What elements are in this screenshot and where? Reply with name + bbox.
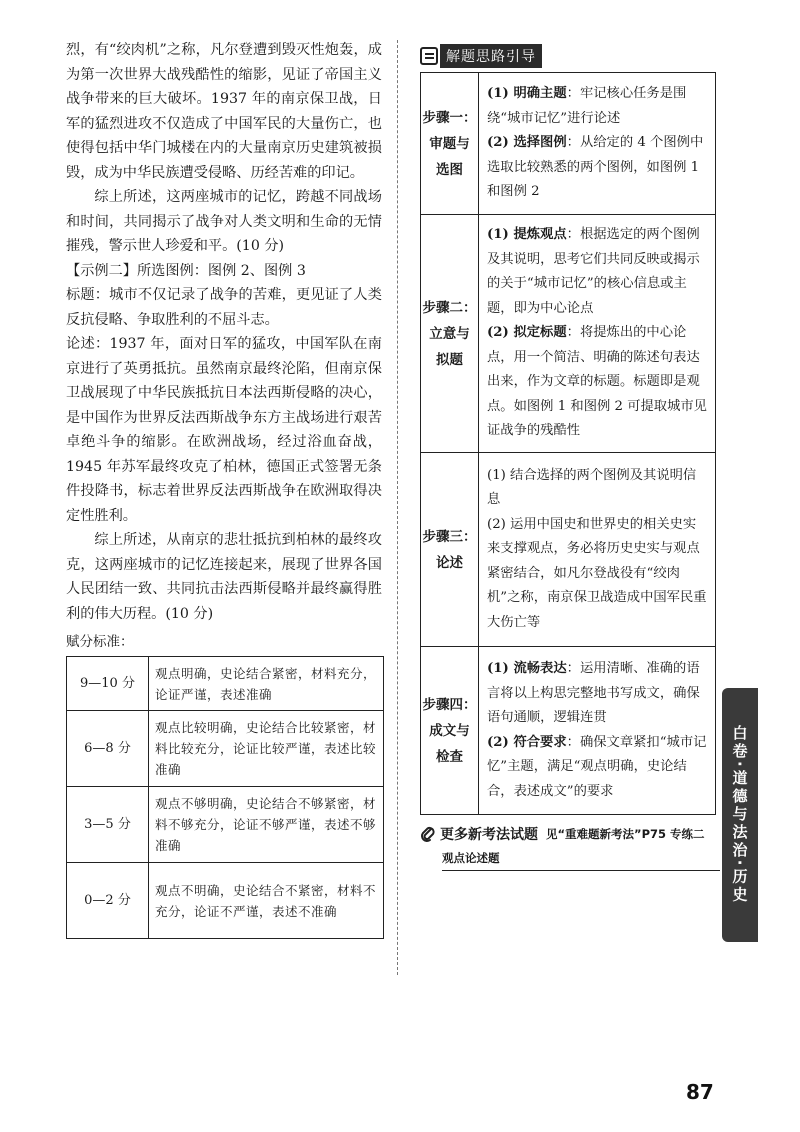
table-row [67, 657, 384, 711]
step-label-line: 拟题 [436, 351, 463, 368]
page-number: 87 [686, 1080, 714, 1104]
step-item-keyword: (2) 符合要求 [487, 734, 567, 750]
step-label [421, 73, 479, 215]
example-two-conclusion: 综上所述，从南京的悲壮抵抗到柏林的最终攻克，这两座城市的记忆连接起来，展现了世界各国人民团结一致、共同抗击法西斯侵略并最终赢得胜利的伟大历程。(10 分) [66, 532, 382, 622]
more-questions-line [420, 824, 720, 844]
step-item-text: ：运用清晰、准确的语言将以上构思完整地书写成文，确保语句通顺，逻辑连贯 [487, 661, 700, 725]
scoring-table [66, 656, 384, 939]
step-item-keyword: (2) 选择图例 [487, 135, 567, 151]
score-range: 0—2 分 [67, 863, 149, 939]
step-item: (1) 结合选择的两个图例及其说明信息 [487, 467, 697, 508]
step-item-text: ：从给定的 4 个图例中选取比较熟悉的两个图例，如图例 1 和图例 2 [487, 135, 704, 200]
side-tab-label: 白卷·道德与法治·历史 [730, 725, 749, 905]
score-description: 观点明确，史论结合紧密，材料充分，论证严谨，表述准确 [149, 657, 384, 711]
table-row [421, 647, 716, 815]
guide-header [420, 44, 542, 68]
score-range: 6—8 分 [67, 711, 149, 787]
solution-steps-table [420, 72, 716, 815]
step-item [487, 131, 709, 205]
side-tab [722, 688, 758, 942]
step-label-line: 步骤三： [422, 528, 477, 545]
table-row [67, 863, 384, 939]
table-row [421, 215, 716, 453]
step-label-line: 立意与 [429, 325, 470, 342]
table-row [421, 453, 716, 647]
example-two-heading: 【示例二】所选图例：图例 2、图例 3 [66, 262, 306, 279]
step-item: (2) 运用中国史和世界史的相关史实来支撑观点，务必将历史史实与观点紧密结合，如凡尔登战役有“绞肉机”之称，南京保卫战造成中国军民重大伤亡等 [487, 516, 707, 630]
guide-title: 解题思路引导 [440, 44, 542, 68]
more-questions-reference: 见“重难题新考法”P75 专练二 [546, 827, 705, 841]
step-item-keyword: (1) 提炼观点 [487, 227, 567, 243]
step-label [421, 453, 479, 647]
table-row [421, 73, 716, 215]
left-column [66, 38, 382, 939]
example-two-argument: 论述：1937 年，面对日军的猛攻，中国军队在南京进行了英勇抵抗。虽然南京最终沦陷，但南京保卫战展现了中华民族抵抗日本法西斯侵略的决心，是中国作为世界反法西斯战争东方主战场进行艰苦卓绝斗争的缩影。在欧洲战场，经过浴血奋战，1945 年苏军最终攻克了柏林，德国正式签署无条件投降书，标志着世界反法西斯战争在欧洲取得决定性胜利。 [66, 336, 382, 524]
step-item [487, 731, 709, 805]
step-item-keyword: (1) 流畅表达 [487, 661, 567, 676]
step-label-line: 步骤四： [422, 696, 477, 713]
step-label-line: 检查 [436, 748, 463, 765]
step-content [479, 73, 716, 215]
step-item [487, 82, 709, 131]
step-label-line: 论述 [436, 554, 463, 571]
more-questions-title: 更多新考法试题 [440, 827, 538, 843]
step-content [479, 215, 716, 453]
paragraph-summary-1: 综上所述，这两座城市的记忆，跨越不同战场和时间，共同揭示了战争对人类文明和生命的无情摧残，警示世人珍爱和平。(10 分) [66, 189, 382, 254]
score-description: 观点不明确，史论结合不紧密，材料不充分，论证不严谨，表述不准确 [149, 863, 384, 939]
table-row [67, 787, 384, 863]
step-content [479, 647, 716, 815]
step-item-text: ：根据选定的两个图例及其说明，思考它们共同反映或揭示的关于“城市记忆”的核心信息或主题，即为中心论点 [487, 227, 700, 316]
step-content [479, 453, 716, 647]
step-item-text: ：将提炼出的中心论点，用一个简洁、明确的陈述句表达出来，作为文章的标题。标题即是观点。如图例 1 和图例 2 可提取城市见证战争的残酷性 [487, 325, 707, 439]
paragraph-verdun-nanjing: 烈，有“绞肉机”之称，凡尔登遭到毁灭性炮轰，成为第一次世界大战残酷性的缩影，见证了帝国主义战争带来的巨大破坏。1937 年的南京保卫战，日军的猛烈进攻不仅造成了中国军民的大量伤亡，也使得包括中华门城楼在内的大量南京历史建筑被损毁，成为中华民族遭受侵略、历经苦难的印记。 [66, 42, 382, 181]
scoring-criteria-title: 赋分标准： [66, 634, 134, 650]
step-label-line: 步骤二： [422, 299, 477, 316]
score-description: 观点比较明确，史论结合比较紧密，材料比较充分，论证比较严谨，表述比较准确 [149, 711, 384, 787]
step-item [487, 321, 709, 444]
more-questions-note [420, 824, 720, 871]
score-range: 3—5 分 [67, 787, 149, 863]
step-label [421, 215, 479, 453]
more-questions-subtitle: 观点论述题 [442, 850, 720, 871]
step-label-line: 步骤一： [422, 109, 477, 126]
score-range: 9—10 分 [67, 657, 149, 711]
step-label-line: 成文与 [429, 722, 470, 739]
step-item [487, 657, 709, 731]
step-item-text: ：确保文章紧扣“城市记忆”主题，满足“观点明确，史论结合，表述成文”的要求 [487, 734, 707, 799]
notebook-icon [420, 47, 438, 65]
step-item-keyword: (2) 拟定标题 [487, 325, 567, 341]
step-item-keyword: (1) 明确主题 [487, 86, 567, 102]
step-label [421, 647, 479, 815]
step-label-line: 选图 [436, 161, 463, 178]
step-item-text: ：牢记核心任务是围绕“城市记忆”进行论述 [487, 86, 687, 126]
paperclip-icon [420, 824, 436, 844]
step-item [487, 223, 709, 321]
score-description: 观点不够明确，史论结合不够紧密，材料不够充分，论证不够严谨，表述不够准确 [149, 787, 384, 863]
step-label-line: 审题与 [429, 135, 470, 152]
table-row [67, 711, 384, 787]
column-divider [397, 40, 398, 975]
example-two-title: 标题：城市不仅记录了战争的苦难，更见证了人类反抗侵略、争取胜利的不屈斗志。 [66, 287, 382, 328]
